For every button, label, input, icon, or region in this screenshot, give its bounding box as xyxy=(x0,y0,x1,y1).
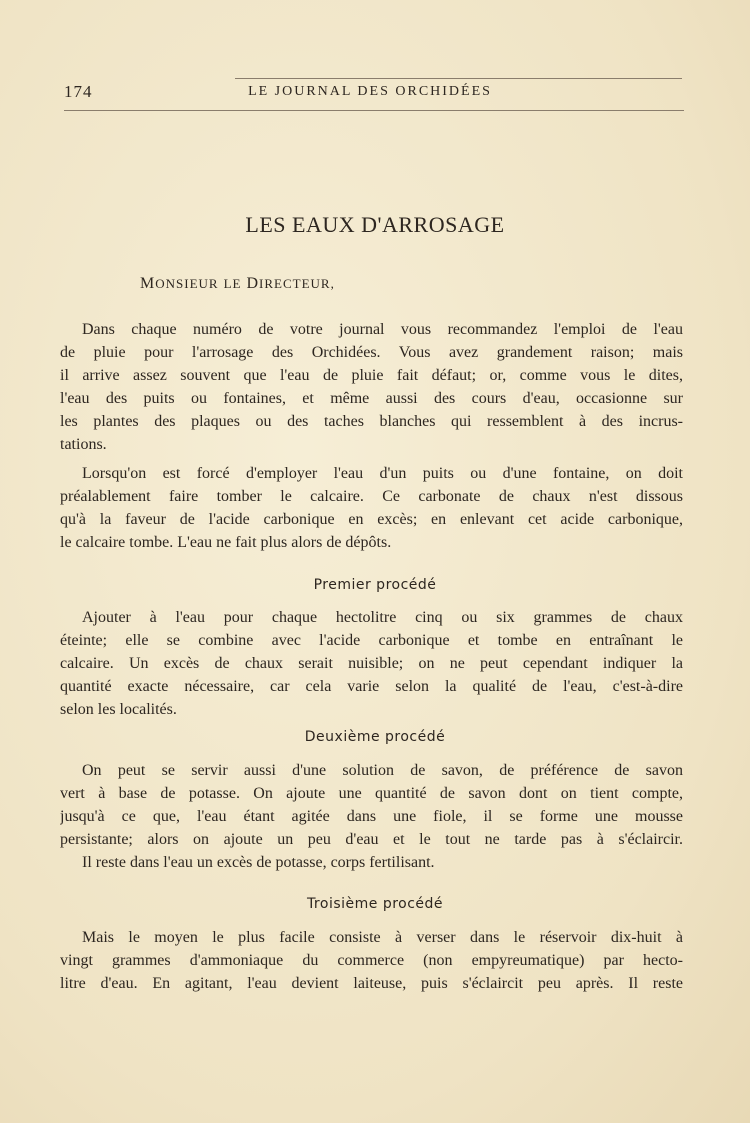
paragraph-line: préalablement faire tomber le calcaire. Ce carbonate de chaux n'est dissous xyxy=(60,488,683,505)
paragraph-line: selon les localités. xyxy=(60,701,177,718)
paragraph-4 xyxy=(60,759,683,874)
paragraph-line: il arrive assez souvent que l'eau de pluie fait défaut; or, comme vous le dites, xyxy=(60,367,683,384)
paragraph-line: Dans chaque numéro de votre journal vous recommandez l'emploi de l'eau xyxy=(82,321,683,338)
paragraph-line: de pluie pour l'arrosage des Orchidées. Vous avez grandement raison; mais xyxy=(60,344,683,361)
header-rule-bottom xyxy=(64,110,684,111)
paragraph-5 xyxy=(60,926,683,995)
salutation-initial-2: D xyxy=(246,275,260,292)
paragraph-line: vingt grammes d'ammoniaque du commerce (non empyreumatique) par hecto- xyxy=(60,952,683,969)
paragraph-line: qu'à la faveur de l'acide carbonique en excès; en enlevant cet acide carbonique, xyxy=(60,511,683,528)
paragraph-line: quantité exacte nécessaire, car cela varie selon la qualité de l'eau, c'est-à-dire xyxy=(60,678,683,695)
paragraph-line: vert à base de potasse. On ajoute une quantité de savon dont on tient compte, xyxy=(60,785,683,802)
paragraph-line: On peut se servir aussi d'une solution de savon, de préférence de savon xyxy=(82,762,683,779)
paragraph-line: Ajouter à l'eau pour chaque hectolitre cinq ou six grammes de chaux xyxy=(82,609,683,626)
paragraph-2 xyxy=(60,462,683,554)
paragraph-line: les plantes des plaques ou des taches blanches qui ressemblent à des incrus- xyxy=(60,413,683,430)
paragraph-line: litre d'eau. En agitant, l'eau devient laiteuse, puis s'éclaircit peu après. Il reste xyxy=(60,975,683,992)
paragraph-line: persistante; alors on ajoute un peu d'eau et le tout ne tarde pas à s'éclaircir. xyxy=(60,831,683,848)
paragraph-line: calcaire. Un excès de chaux serait nuisible; on ne peut cependant indiquer la xyxy=(60,655,683,672)
section-heading-2: Deuxième procédé xyxy=(304,729,446,745)
salutation xyxy=(140,275,335,293)
salutation-word-1: ONSIEUR xyxy=(155,276,219,291)
salutation-word-3: IRECTEUR, xyxy=(259,276,335,291)
salutation-initial-1: M xyxy=(140,275,156,292)
paragraph-line: Il reste dans l'eau un excès de potasse, corps fertilisant. xyxy=(82,854,435,871)
paragraph-line: Mais le moyen le plus facile consiste à verser dans le réservoir dix-huit à xyxy=(82,929,683,946)
article-title: LES EAUX D'ARROSAGE xyxy=(245,212,505,237)
paragraph-line: éteinte; elle se combine avec l'acide carbonique et tombe en entraînant le xyxy=(60,632,683,649)
running-title: LE JOURNAL DES ORCHIDÉES xyxy=(248,84,492,99)
paragraph-line: jusqu'à ce que, l'eau étant agitée dans une fiole, il se forme une mousse xyxy=(60,808,683,825)
section-heading-3: Troisième procédé xyxy=(306,896,444,912)
paragraph-1 xyxy=(60,318,683,456)
paragraph-3 xyxy=(60,606,683,721)
paragraph-line: Lorsqu'on est forcé d'employer l'eau d'un puits ou d'une fontaine, on doit xyxy=(82,465,683,482)
page-number: 174 xyxy=(64,82,93,101)
section-heading-1: Premier procédé xyxy=(313,577,437,593)
paragraph-line: tations. xyxy=(60,436,107,453)
header-rule-top xyxy=(235,78,682,79)
paragraph-line: l'eau des puits ou fontaines, et même aussi des cours d'eau, occasionne sur xyxy=(60,390,683,407)
salutation-word-2: LE xyxy=(223,276,242,291)
paragraph-line: le calcaire tombe. L'eau ne fait plus alors de dépôts. xyxy=(60,534,392,551)
